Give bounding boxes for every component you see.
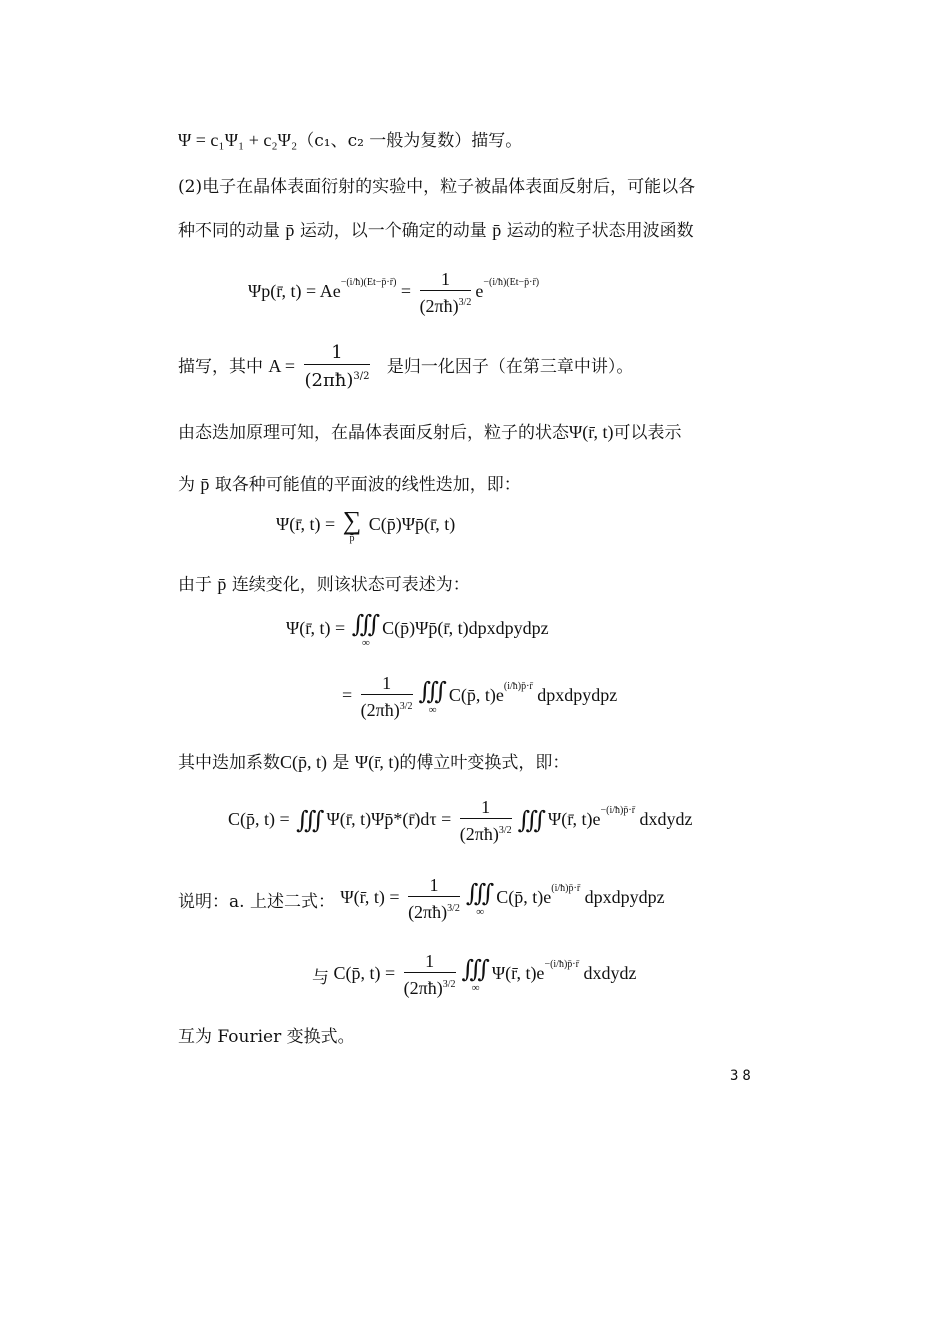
fraction-numerator: 1: [420, 268, 472, 291]
fraction-numerator: 1: [361, 672, 413, 695]
int-limit: ∞: [361, 637, 370, 649]
equation-plane-wave: [248, 268, 539, 318]
line-7: [178, 570, 470, 595]
page-number: 38: [730, 1068, 755, 1084]
fraction-numerator: 1: [408, 874, 460, 897]
equals-sign: =: [325, 514, 336, 535]
line-9-text: 说明：a. 上述二式：: [178, 891, 335, 912]
eq1-exponent-2: −(i/ħ)(Et−p̄·r̄): [483, 277, 540, 289]
line-4: [178, 342, 633, 393]
fraction-denominator: [361, 695, 413, 722]
psi-superposition: Ψ = c₁Ψ₁ + c₂Ψ₂: [178, 130, 298, 150]
int-limit: ∞: [428, 704, 437, 716]
p-vector: p̄: [492, 220, 502, 240]
line-8c: 的傅立叶变换式，即：: [399, 753, 570, 773]
sum-rhs: C(p̄)Ψp̄(r̄, t): [368, 514, 456, 535]
triple-integral-symbol: [462, 957, 490, 993]
int-glyph: ∭: [517, 808, 540, 834]
p-vector: p̄: [217, 574, 227, 594]
equation-fourier-c: [228, 796, 693, 846]
positive-exponent: (i/ħ)p̄·r̄: [551, 883, 581, 895]
line-6b: 取各种可能值的平面波的线性迭加，即：: [214, 475, 521, 495]
equals-sign: =: [342, 685, 353, 706]
fraction-numerator: 1: [460, 796, 512, 819]
line-4-pre: 描写，其中: [178, 357, 263, 377]
line-11: 互为 Fourier 变换式。: [178, 1027, 355, 1047]
den-base: (2πħ): [419, 296, 459, 316]
line-6: [178, 470, 521, 495]
line-3a: 种不同的动量: [178, 221, 280, 241]
equals-sign: =: [335, 618, 346, 639]
eq1-lhs: Ψp(r̄, t) = Ae: [248, 281, 341, 302]
positive-exponent: (i/ħ)p̄·r̄: [503, 681, 533, 693]
int-glyph: ∭: [465, 881, 489, 907]
equation-integral-1: [286, 612, 549, 648]
triple-integral-symbol: [419, 679, 447, 715]
exp-base: e: [475, 281, 484, 302]
line-3b: 运动，以一个确定的动量: [299, 221, 487, 241]
fraction-denominator: [408, 897, 460, 924]
equals-sign: =: [279, 809, 290, 830]
line-4-post: 是归一化因子（在第三章中讲）。: [386, 357, 634, 377]
psi-rt: Ψ(r̄, t): [354, 752, 400, 772]
int2-rhs: C(p̄, t)e: [448, 685, 504, 706]
c2-fraction: [404, 950, 456, 1000]
equation-sum: [276, 508, 455, 544]
int-glyph: ∭: [461, 957, 484, 983]
dxdydz: dxdydz: [639, 809, 693, 830]
integral-fraction: [361, 672, 413, 722]
psi-e: Ψ(r̄, t)e: [547, 809, 601, 830]
den-base: (2πħ): [459, 824, 499, 844]
den-power: 3/2: [353, 371, 370, 382]
line-7b: 连续变化，则该状态可表述为：: [231, 575, 470, 595]
int-glyph: ∭: [351, 612, 375, 638]
a-equals: A =: [268, 356, 296, 376]
int1-rhs: C(p̄)Ψp̄(r̄, t)dpxdpydpz: [382, 618, 549, 639]
p-vector: p̄: [200, 474, 210, 494]
fraction-denominator: [420, 291, 472, 318]
psi-rt: Ψ(r̄, t): [340, 887, 385, 908]
den-power: 3/2: [498, 825, 512, 836]
c-pt: C(p̄, t): [228, 809, 275, 830]
line-10: [312, 950, 636, 1000]
psi-e: Ψ(r̄, t)e: [491, 963, 545, 984]
den-base: (2πħ): [304, 370, 354, 391]
a-fraction: [304, 342, 369, 393]
psi-rt: Ψ(r̄, t): [569, 422, 614, 442]
line-7a: 由于: [178, 575, 212, 595]
fraction-denominator: [404, 973, 456, 1000]
den-power: 3/2: [399, 701, 413, 712]
eq1-exponent: −(i/ħ)(Et−p̄·r̄): [340, 277, 397, 289]
c-pt: C(p̄, t): [333, 963, 381, 984]
p-vector: p̄: [285, 220, 295, 240]
line-5: [178, 418, 682, 443]
c-fraction: [460, 796, 512, 846]
sum-index: p̄: [349, 533, 355, 544]
int2-rhs: C(p̄, t)e: [496, 887, 552, 908]
c-int-mid: Ψ(r̄, t)Ψp̄*(r̄)dτ =: [326, 809, 452, 830]
int-glyph: ∭: [418, 679, 441, 705]
line-1-text: （c₁、c₂ 一般为复数）描写。: [297, 131, 523, 151]
psi-rt: Ψ(r̄, t): [276, 514, 321, 535]
equation-integral-2: [342, 672, 617, 722]
differentials: dpxdpydpz: [537, 685, 618, 706]
equals-sign: =: [389, 887, 400, 908]
line-8b: 是: [332, 753, 350, 773]
triple-integral-symbol: [352, 612, 380, 648]
den-base: (2πħ): [408, 902, 448, 922]
summation-symbol: ∑ p̄: [342, 506, 362, 544]
line-8a: 其中迭加系数: [178, 753, 280, 773]
den-base: (2πħ): [360, 700, 400, 720]
den-power: 3/2: [447, 903, 460, 914]
dxdydz: dxdydz: [583, 963, 637, 984]
fraction-denominator: [460, 819, 512, 846]
den-base: (2πħ): [403, 978, 443, 998]
line-6a: 为: [178, 475, 195, 495]
fraction-numerator: 1: [404, 950, 456, 973]
triple-integral-symbol: [296, 808, 324, 834]
int-glyph: ∭: [296, 808, 319, 834]
normalization-fraction: [420, 268, 472, 318]
line-3c: 运动的粒子状态用波函数: [506, 221, 694, 241]
line-5a: 由态迭加原理可知，在晶体表面反射后，粒子的状态: [178, 423, 569, 443]
psi-rt: Ψ(r̄, t): [286, 618, 331, 639]
triple-integral-symbol: [518, 808, 546, 834]
negative-exponent: −(i/ħ)p̄·r̄: [544, 959, 579, 971]
triple-integral-symbol: [466, 881, 494, 917]
c-pt: C(p̄, t): [280, 752, 327, 772]
line-2: (2)电子在晶体表面衍射的实验中，粒子被晶体表面反射后，可能以各: [178, 177, 696, 197]
line-1: [178, 126, 522, 151]
den-power: 3/2: [458, 297, 472, 308]
fraction-numerator: 1: [304, 342, 369, 365]
int-limit: ∞: [471, 982, 480, 994]
line-10-text: 与: [312, 967, 329, 988]
int-limit: ∞: [476, 906, 485, 918]
differentials: dpxdpydpz: [584, 887, 665, 908]
line-3: [178, 216, 694, 241]
line-8: [178, 748, 569, 773]
fraction-denominator: [304, 365, 369, 393]
equals-sign: =: [400, 281, 412, 302]
den-power: 3/2: [442, 979, 456, 990]
line-5b: 可以表示: [613, 423, 682, 443]
equals-sign: =: [385, 963, 396, 984]
negative-exponent: −(i/ħ)p̄·r̄: [600, 805, 636, 817]
line-9: [178, 874, 665, 924]
psi-fraction: [408, 874, 460, 924]
